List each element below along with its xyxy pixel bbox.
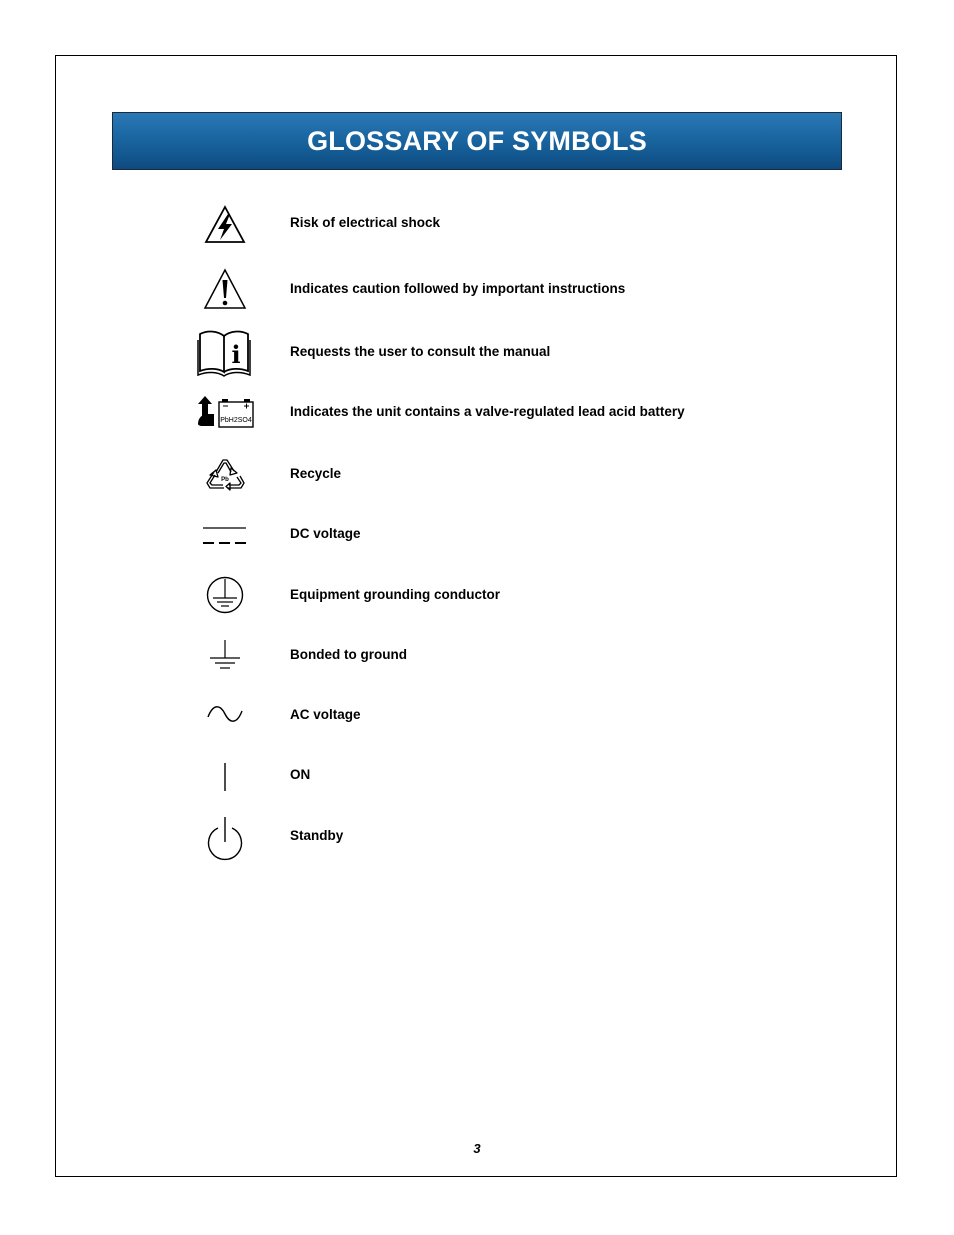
equipment-grounding-icon <box>190 570 260 630</box>
symbol-row-equipment-grounding <box>190 570 830 630</box>
page-title: GLOSSARY OF SYMBOLS <box>307 125 647 156</box>
dc-voltage-icon <box>190 510 260 570</box>
symbol-label: Bonded to ground <box>290 647 407 662</box>
symbol-row-on <box>190 752 830 812</box>
symbol-row-electrical-shock <box>190 200 830 260</box>
battery-icon-text: PbH2SO4 <box>220 417 252 424</box>
symbol-label: Equipment grounding conductor <box>290 587 500 602</box>
ground-icon <box>190 632 260 692</box>
caution-icon <box>190 266 260 326</box>
symbol-label: Risk of electrical shock <box>290 215 441 230</box>
symbol-label: AC voltage <box>290 707 361 722</box>
symbol-row-dc-voltage <box>190 510 830 570</box>
symbol-label: Standby <box>290 828 344 843</box>
symbol-label: DC voltage <box>290 526 361 541</box>
recycle-icon <box>190 450 260 510</box>
symbol-label: Indicates the unit contains a valve-regulated lead acid battery <box>290 404 685 419</box>
symbol-row-ac-voltage <box>190 692 830 752</box>
symbol-label: ON <box>290 767 311 782</box>
page-number: 3 <box>473 1141 481 1156</box>
title-banner <box>112 112 842 170</box>
lead-acid-battery-icon <box>190 392 260 452</box>
symbol-label: Indicates caution followed by important instructions <box>290 281 626 296</box>
symbol-row-consult-manual <box>190 326 830 386</box>
symbol-label: Recycle <box>290 466 342 481</box>
ac-voltage-icon <box>190 692 260 752</box>
symbol-row-lead-acid-battery <box>190 392 830 452</box>
consult-manual-icon <box>190 326 260 386</box>
svg-text:i: i <box>231 340 241 369</box>
electrical-shock-icon <box>190 200 260 260</box>
recycle-icon-text: Pb <box>221 477 229 483</box>
symbol-row-standby <box>190 812 830 872</box>
symbol-row-bonded-to-ground <box>190 632 830 692</box>
symbol-row-recycle <box>190 450 830 510</box>
symbol-label: Requests the user to consult the manual <box>290 344 551 359</box>
standby-icon <box>190 812 260 872</box>
symbol-row-caution <box>190 266 830 326</box>
on-icon <box>190 752 260 812</box>
